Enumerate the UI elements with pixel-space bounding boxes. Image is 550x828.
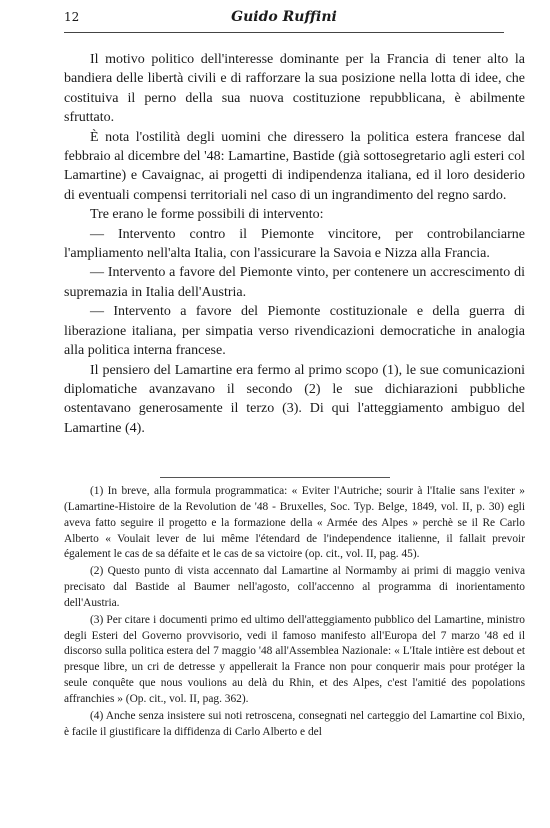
paragraph-motivo: Il motivo politico dell'interesse dominante per la Francia di tener alto la bandiera delle libertà civili e di rafforzare la sua posizione nella lotta di idee, che costituiva il perno della sua nuova costituzione repubblicana, è abilmente sfruttato.	[64, 52, 525, 126]
paragraph-intervento-costituzionale: — Intervento a favore del Piemonte costituzionale e della guerra di liberazione italiana, per simpatia verso rivendicazioni democratiche in analogia alla politica interna francese.	[64, 304, 525, 359]
main-text	[64, 50, 525, 438]
page-number: 12	[64, 10, 80, 24]
footnote-2: (2) Questo punto di vista accennato dal Lamartine al Normamby ai primi di maggio veniva precisato dal Bastide al Baumer nell'agosto, coll'accenno al programma di inorientamento dell'Austria.	[64, 565, 525, 609]
footnote-1: (1) In breve, alla formula programmatica: « Eviter l'Autriche; sourir à l'Italie sans l'exiter » (Lamartine-Histoire de la Revolution de '48 - Bruxelles, Soc. Typ. Belge, 1849, vol. II, p. 30) egli aveva fatto seguire il progetto e la formazione della « Armée des Alpes » perchè se il Re Carlo Alberto « Voulait lever de lui même l'étendard de l'independence italienne, il fallait prevoir également le cas de sa défaite et le cas de sa victoire (op. cit., vol. II, pag. 45).	[64, 485, 525, 561]
paragraph-ostilita: È nota l'ostilità degli uomini che diressero la politica estera francese dal febbraio al dicembre del '48: Lamartine, Bastide (già sottosegretario agli esteri col Lamartine) e Cavaignac, ai progetti di indipendenza italiana, ed il loro desiderio di eventuali compensi territoriali nel caso di un ingrandimento del regno sardo.	[64, 129, 525, 203]
footnote-4: (4) Anche senza insistere sui noti retroscena, consegnati nel carteggio del Lamartine col Bixio, è facile il giustificare la diffidenza di Carlo Alberto e del	[64, 709, 525, 738]
footnote-3: (3) Per citare i documenti primo ed ultimo dell'atteggiamento pubblico del Lamartine, ministro degli Esteri del Governo provvisorio, vedi il famoso manifesto all'Europa del 7 marzo '48 ed il discorso sulla politica estera del 7 maggio '48 all'Assemblea Nazionale: « L'Itale intière est debout et presque libre, un cri de detresse y appellerait la France non pour conquerir mais pour protéger la seule conquête que nous voulions au delà du Rhin, et des Alpes, c'est l'amitié des popolations affranchies » (Op. cit., vol. II, pag. 362).	[64, 613, 525, 705]
paragraph-pensiero: Il pensiero del Lamartine era fermo al primo scopo (1), le sue comunicazioni diplomatiche avanzavano il secondo (2) le sue dichiarazioni pubbliche ostentavano generosamente il terzo (3). Di qui l'atteggiamento ambiguo del Lamartine (4).	[64, 362, 525, 436]
running-title: Guido Ruffini	[231, 9, 337, 25]
paragraph-intervento-contro: — Intervento contro il Piemonte vincitore, per controbilanciarne l'ampliamento nell'alta Italia, con l'assicurare la Savoia e Nizza alla Francia.	[64, 226, 525, 262]
paragraph-forme: Tre erano le forme possibili di intervento:	[90, 207, 324, 223]
running-header	[64, 6, 504, 33]
footnote-separator	[160, 477, 390, 478]
paragraph-intervento-vinto: — Intervento a favore del Piemonte vinto, per contenere un accrescimento di supremazia in Italia dell'Austria.	[64, 265, 525, 300]
footnotes	[64, 484, 525, 742]
